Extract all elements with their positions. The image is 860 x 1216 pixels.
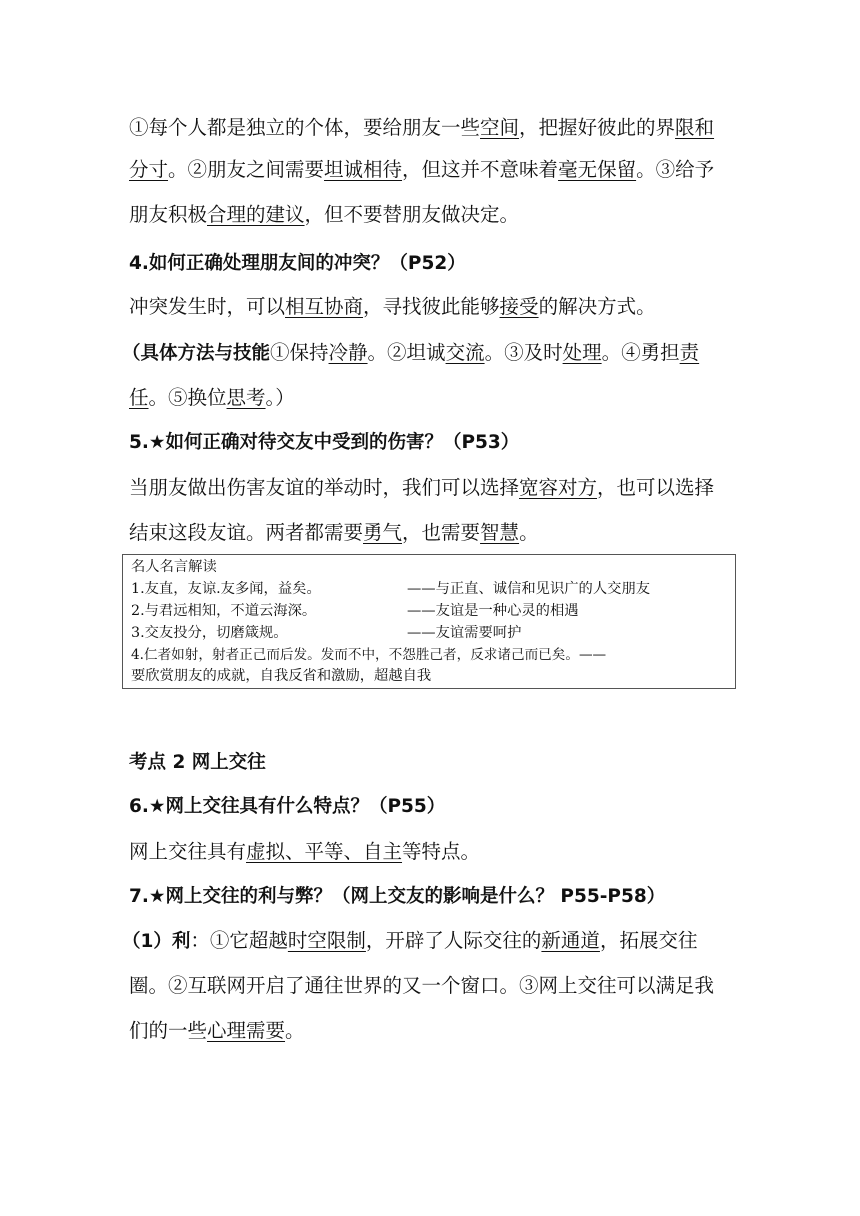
quote-item — [131, 601, 579, 621]
text: ，把握好彼此的界 — [519, 116, 676, 139]
text: 。③给予 — [636, 158, 715, 181]
para-line — [129, 839, 480, 865]
para-line — [122, 340, 699, 367]
text: 。 — [519, 521, 539, 544]
text: 结束这段友谊。两者都需要 — [129, 521, 364, 544]
para-line — [129, 520, 539, 546]
para-line — [129, 385, 295, 411]
key-term: 虚拟、平等、自主 — [246, 840, 403, 863]
key-term: 坦诚相待 — [324, 158, 403, 181]
text: 的解决方式。 — [538, 295, 656, 318]
quote-text: 2.与君远相知，不道云海深。 — [131, 603, 317, 619]
para-line — [122, 928, 697, 955]
para-line — [129, 294, 656, 320]
quote-text: 3.交友投分，切磨箴规。 — [131, 625, 288, 641]
para-line — [129, 202, 519, 228]
key-term: 心理需要 — [207, 1019, 286, 1042]
key-term: 交流 — [445, 341, 485, 364]
text: ：①它超越 — [190, 929, 288, 952]
key-term: 智慧 — [480, 521, 520, 544]
text: 。④勇担 — [601, 341, 680, 364]
text: 们的一些 — [129, 1019, 208, 1042]
quote-meaning: ——与正直、诚信和见识广的人交朋友 — [407, 581, 651, 597]
text: 等特点。 — [402, 840, 481, 863]
text: 。③及时 — [484, 341, 563, 364]
key-term: 时空限制 — [287, 929, 366, 952]
section-heading: 考点 2 网上交往 — [129, 752, 266, 773]
para-line — [129, 115, 714, 141]
key-term: 接受 — [499, 295, 539, 318]
key-term: 处理 — [562, 341, 602, 364]
text: 。②朋友之间需要 — [168, 158, 325, 181]
question-heading: 5.★如何正确对待交友中受到的伤害？（P53） — [129, 432, 520, 453]
text: ，开辟了人际交往的 — [365, 929, 542, 952]
quote-meaning: ——友谊是一种心灵的相遇 — [407, 603, 579, 619]
bold-label: （1）利 — [122, 931, 191, 952]
text: ①每个人都是独立的个体，要给朋友一些 — [129, 116, 481, 139]
para-line — [129, 1018, 305, 1044]
text: 网上交往具有 — [129, 840, 247, 863]
key-term: 合理的建议 — [207, 203, 305, 226]
quotes-title: 名人名言解读 — [131, 559, 217, 575]
text: ，但不要替朋友做决定。 — [304, 203, 520, 226]
text: ，寻找彼此能够 — [363, 295, 500, 318]
question-heading: 6.★网上交往具有什么特点？（P55） — [129, 796, 446, 817]
key-term: 新通道 — [541, 929, 600, 952]
quote-meaning: ——友谊需要呵护 — [407, 625, 522, 641]
quote-text: 1.友直，友谅.友多闻，益矣。 — [131, 581, 321, 597]
key-term: 限和 — [675, 116, 715, 139]
text: ，也需要 — [402, 521, 481, 544]
key-term: 相互协商 — [285, 295, 364, 318]
text: 。 — [285, 1019, 305, 1042]
key-term: 分寸 — [129, 158, 169, 181]
key-term: 毫无保留 — [558, 158, 637, 181]
key-term: 任 — [129, 386, 149, 409]
text: 。⑤换位 — [148, 386, 227, 409]
quotes-box — [122, 554, 736, 689]
para-line — [129, 157, 714, 183]
quote-item — [131, 623, 522, 643]
text: ，但这并不意味着 — [402, 158, 559, 181]
key-term: 冷静 — [328, 341, 368, 364]
text: 冲突发生时，可以 — [129, 295, 286, 318]
text: ，拓展交往 — [599, 929, 698, 952]
key-term: 思考 — [226, 386, 266, 409]
quote-item — [131, 579, 651, 599]
key-term: 空间 — [480, 116, 520, 139]
key-term: 勇气 — [363, 521, 403, 544]
text: ，也可以选择 — [597, 476, 715, 499]
text: 当朋友做出伤害友谊的举动时，我们可以选择 — [129, 476, 520, 499]
quote-item: 4.仁者如射，射者正己而后发。发而不中，不怨胜己者，反求诸己而已矣。—— — [131, 647, 607, 663]
question-heading: 4.如何正确处理朋友间的冲突？（P52） — [129, 253, 466, 274]
key-term: 宽容对方 — [519, 476, 598, 499]
text: 。②坦诚 — [367, 341, 446, 364]
para-line — [129, 973, 714, 999]
text: ①保持 — [270, 341, 329, 364]
para-line — [129, 475, 714, 501]
bold-label: （具体方法与技能 — [122, 343, 271, 364]
key-term: 责 — [679, 341, 700, 364]
question-heading: 7.★网上交往的利与弊？（网上交友的影响是什么？ P55-P58） — [129, 886, 666, 907]
quote-item-cont: 要欣赏朋友的成就，自我反省和激励，超越自我 — [131, 668, 432, 684]
text: 圈。②互联网开启了通往世界的又一个窗口。③网上交往可以满足我 — [129, 974, 715, 997]
text: 朋友积极 — [129, 203, 208, 226]
text: 。） — [265, 386, 295, 409]
